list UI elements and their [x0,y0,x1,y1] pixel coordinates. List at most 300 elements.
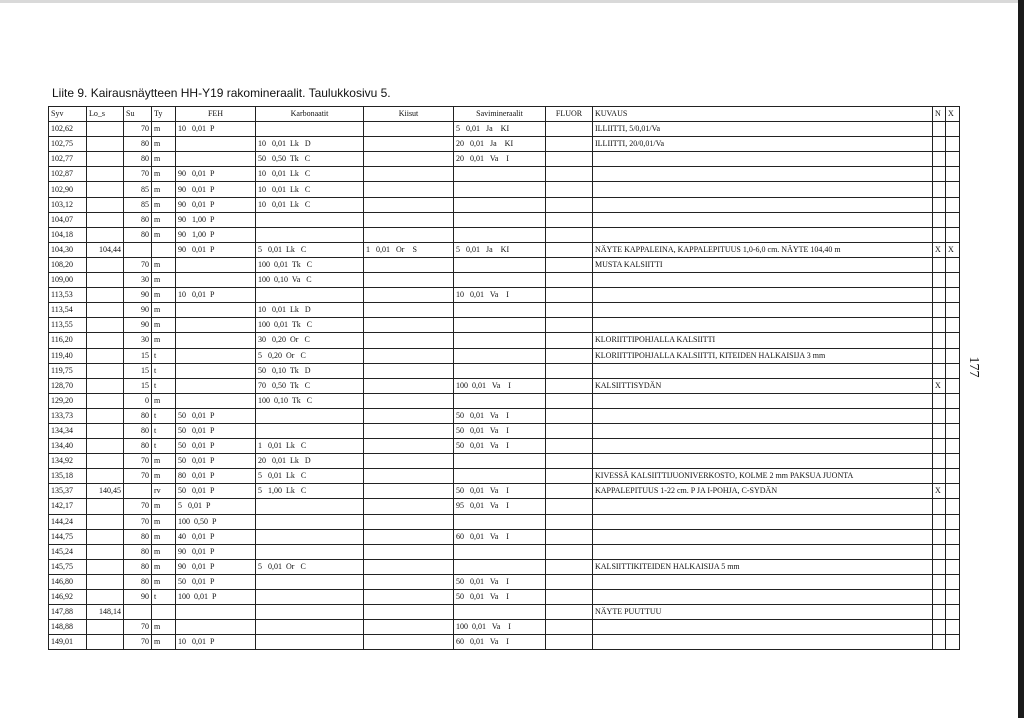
cell-lo-s [87,544,124,559]
cell-lo-s [87,257,124,272]
cell-lo-s [87,318,124,333]
cell-karbonaatit [256,212,364,227]
cell-lo-s [87,378,124,393]
cell-kuvaus [593,197,933,212]
cell-kiisut [364,303,454,318]
cell-kiisut [364,212,454,227]
cell-kiisut: 1 0,01 Or S [364,242,454,257]
cell-kuvaus [593,590,933,605]
cell-ty: m [152,227,176,242]
cell-su [124,605,152,620]
table-row [49,393,960,408]
table-row [49,212,960,227]
table-row [49,227,960,242]
cell-ty [152,242,176,257]
cell-lo-s [87,393,124,408]
table-row [49,469,960,484]
cell-karbonaatit: 50 0,50 Tk C [256,152,364,167]
cell-lo-s [87,439,124,454]
table-row [49,363,960,378]
cell-fluor [546,303,593,318]
table-row [49,122,960,137]
cell-feh: 10 0,01 P [176,288,256,303]
table-row [49,544,960,559]
cell-savimineraalit: 20 0,01 Va I [454,152,546,167]
cell-ty: m [152,454,176,469]
table-row [49,348,960,363]
cell-feh [176,363,256,378]
cell-kiisut [364,393,454,408]
cell-ty: t [152,408,176,423]
cell-kuvaus: KIVESSÄ KALSIITTIJUONIVERKOSTO, KOLME 2 mm PAKSUA JUONTA [593,469,933,484]
cell-su [124,484,152,499]
cell-n [933,182,946,197]
cell-x [946,635,960,650]
cell-fluor [546,378,593,393]
cell-savimineraalit: 100 0,01 Va I [454,378,546,393]
table-row [49,257,960,272]
table-row [49,499,960,514]
cell-kiisut [364,499,454,514]
cell-kuvaus: KLORIITTIPOHJALLA KALSIITTI [593,333,933,348]
cell-kuvaus [593,499,933,514]
cell-syv: 102,62 [49,122,87,137]
cell-kiisut [364,635,454,650]
cell-feh [176,605,256,620]
cell-ty: t [152,363,176,378]
cell-kuvaus [593,363,933,378]
table-row [49,454,960,469]
cell-fluor [546,529,593,544]
cell-su: 80 [124,544,152,559]
cell-savimineraalit [454,333,546,348]
table-row [49,408,960,423]
cell-kuvaus [593,423,933,438]
cell-su: 70 [124,454,152,469]
cell-kiisut [364,122,454,137]
cell-ty: m [152,393,176,408]
cell-kuvaus: NÄYTE KAPPALEINA, KAPPALEPITUUS 1,0-6,0 cm. NÄYTE 104,40 m [593,242,933,257]
cell-fluor [546,333,593,348]
cell-feh [176,348,256,363]
page-title: Liite 9. Kairausnäytteen HH-Y19 rakomineraalit. Taulukkosivu 5. [52,86,391,100]
cell-lo-s [87,122,124,137]
cell-savimineraalit [454,605,546,620]
cell-feh: 100 0,01 P [176,590,256,605]
cell-feh: 90 1,00 P [176,227,256,242]
cell-syv: 135,18 [49,469,87,484]
cell-karbonaatit: 10 0,01 Lk D [256,137,364,152]
cell-n [933,559,946,574]
table-row [49,197,960,212]
cell-su: 80 [124,529,152,544]
cell-karbonaatit: 10 0,01 Lk C [256,182,364,197]
cell-syv: 119,75 [49,363,87,378]
cell-fluor [546,273,593,288]
cell-kiisut [364,182,454,197]
cell-n [933,439,946,454]
cell-karbonaatit: 10 0,01 Lk C [256,197,364,212]
cell-n [933,423,946,438]
cell-n [933,620,946,635]
cell-savimineraalit [454,197,546,212]
cell-syv: 119,40 [49,348,87,363]
cell-karbonaatit: 100 0,01 Tk C [256,257,364,272]
cell-syv: 129,20 [49,393,87,408]
cell-ty: m [152,122,176,137]
cell-ty: m [152,167,176,182]
cell-lo-s [87,590,124,605]
cell-feh: 10 0,01 P [176,635,256,650]
cell-ty: m [152,333,176,348]
cell-x [946,122,960,137]
cell-syv: 104,30 [49,242,87,257]
table-row [49,288,960,303]
header-kiisut: Kiisut [364,107,454,122]
cell-feh [176,303,256,318]
cell-su: 15 [124,363,152,378]
cell-karbonaatit [256,423,364,438]
table-row [49,167,960,182]
cell-lo-s [87,529,124,544]
cell-syv: 144,24 [49,514,87,529]
cell-savimineraalit [454,469,546,484]
cell-x [946,393,960,408]
cell-feh [176,273,256,288]
cell-fluor [546,408,593,423]
cell-ty: m [152,257,176,272]
cell-su: 70 [124,257,152,272]
cell-lo-s [87,363,124,378]
cell-feh: 50 0,01 P [176,408,256,423]
cell-ty: m [152,559,176,574]
cell-su: 70 [124,122,152,137]
cell-kuvaus [593,273,933,288]
cell-kiisut [364,348,454,363]
cell-su: 80 [124,408,152,423]
cell-feh: 50 0,01 P [176,423,256,438]
cell-feh [176,137,256,152]
cell-x [946,197,960,212]
cell-savimineraalit: 60 0,01 Va I [454,635,546,650]
cell-ty [152,605,176,620]
cell-fluor [546,544,593,559]
cell-feh [176,257,256,272]
cell-fluor [546,559,593,574]
cell-syv: 104,07 [49,212,87,227]
cell-syv: 109,00 [49,273,87,288]
cell-x [946,469,960,484]
cell-savimineraalit [454,257,546,272]
cell-savimineraalit: 95 0,01 Va I [454,499,546,514]
cell-n [933,635,946,650]
cell-savimineraalit: 50 0,01 Va I [454,408,546,423]
cell-kuvaus [593,167,933,182]
cell-karbonaatit [256,499,364,514]
cell-karbonaatit [256,590,364,605]
cell-kuvaus [593,303,933,318]
cell-x [946,212,960,227]
cell-kiisut [364,273,454,288]
cell-fluor [546,635,593,650]
cell-fluor [546,499,593,514]
cell-ty: m [152,212,176,227]
cell-lo-s [87,635,124,650]
cell-ty: m [152,499,176,514]
table-row [49,439,960,454]
cell-lo-s [87,408,124,423]
cell-ty: m [152,137,176,152]
cell-lo-s [87,469,124,484]
cell-karbonaatit [256,574,364,589]
cell-x [946,559,960,574]
cell-syv: 145,75 [49,559,87,574]
cell-n [933,454,946,469]
cell-fluor [546,574,593,589]
cell-karbonaatit: 10 0,01 Lk D [256,303,364,318]
scan-artifact-top [0,0,1024,3]
cell-karbonaatit [256,227,364,242]
cell-karbonaatit: 100 0,10 Va C [256,273,364,288]
cell-n [933,122,946,137]
cell-fluor [546,620,593,635]
cell-x [946,439,960,454]
cell-savimineraalit [454,393,546,408]
cell-n [933,167,946,182]
header-karbonaatit: Karbonaatit [256,107,364,122]
cell-kiisut [364,378,454,393]
cell-syv: 113,54 [49,303,87,318]
cell-feh [176,393,256,408]
header-feh: FEH [176,107,256,122]
cell-savimineraalit [454,363,546,378]
cell-x [946,454,960,469]
cell-su: 30 [124,333,152,348]
cell-n [933,529,946,544]
cell-n [933,574,946,589]
page-number: 177 [966,356,981,378]
cell-lo-s [87,152,124,167]
cell-kiisut [364,590,454,605]
cell-n [933,333,946,348]
cell-lo-s [87,333,124,348]
cell-kuvaus [593,574,933,589]
table-row [49,620,960,635]
header-savimineraalit: Savimineraalit [454,107,546,122]
cell-karbonaatit: 5 0,20 Or C [256,348,364,363]
cell-ty: m [152,620,176,635]
cell-n [933,318,946,333]
cell-savimineraalit: 100 0,01 Va I [454,620,546,635]
cell-feh: 90 0,01 P [176,182,256,197]
cell-savimineraalit: 50 0,01 Va I [454,484,546,499]
cell-savimineraalit [454,544,546,559]
cell-su: 90 [124,303,152,318]
cell-lo-s [87,620,124,635]
cell-fluor [546,605,593,620]
cell-kiisut [364,227,454,242]
cell-x [946,605,960,620]
cell-x [946,499,960,514]
cell-lo-s [87,348,124,363]
cell-syv: 146,80 [49,574,87,589]
cell-kuvaus [593,635,933,650]
cell-savimineraalit: 50 0,01 Va I [454,439,546,454]
cell-feh: 90 1,00 P [176,212,256,227]
cell-kiisut [364,137,454,152]
cell-savimineraalit [454,273,546,288]
cell-su: 90 [124,318,152,333]
cell-x [946,137,960,152]
cell-feh: 5 0,01 P [176,499,256,514]
cell-syv: 104,18 [49,227,87,242]
cell-ty: t [152,423,176,438]
cell-lo-s [87,423,124,438]
cell-su: 70 [124,620,152,635]
cell-karbonaatit [256,635,364,650]
scan-artifact-right-edge [1018,0,1024,718]
cell-lo-s [87,167,124,182]
cell-n [933,393,946,408]
cell-n [933,590,946,605]
cell-lo-s: 140,45 [87,484,124,499]
cell-fluor [546,288,593,303]
cell-kuvaus [593,439,933,454]
header-x: X [946,107,960,122]
cell-syv: 102,87 [49,167,87,182]
cell-n [933,288,946,303]
cell-ty: m [152,273,176,288]
cell-feh: 50 0,01 P [176,454,256,469]
cell-feh: 90 0,01 P [176,167,256,182]
cell-feh: 90 0,01 P [176,197,256,212]
cell-kuvaus [593,182,933,197]
cell-ty: m [152,318,176,333]
cell-savimineraalit: 10 0,01 Va I [454,288,546,303]
cell-su: 80 [124,137,152,152]
cell-syv: 102,75 [49,137,87,152]
cell-savimineraalit [454,514,546,529]
header-fluor: FLUOR [546,107,593,122]
cell-syv: 108,20 [49,257,87,272]
cell-syv: 134,92 [49,454,87,469]
cell-x [946,363,960,378]
cell-syv: 128,70 [49,378,87,393]
cell-n [933,605,946,620]
cell-n [933,227,946,242]
cell-x [946,620,960,635]
cell-su: 15 [124,348,152,363]
cell-x [946,590,960,605]
cell-fluor [546,363,593,378]
cell-lo-s [87,227,124,242]
cell-savimineraalit: 50 0,01 Va I [454,423,546,438]
cell-ty: t [152,439,176,454]
cell-feh [176,152,256,167]
cell-kuvaus: KAPPALEPITUUS 1-22 cm. P JA I-POHJA, C-SYDÄN [593,484,933,499]
cell-savimineraalit [454,167,546,182]
cell-x [946,408,960,423]
cell-kiisut [364,363,454,378]
cell-su: 80 [124,439,152,454]
cell-su: 90 [124,590,152,605]
cell-syv: 134,34 [49,423,87,438]
cell-kiisut [364,529,454,544]
cell-feh: 80 0,01 P [176,469,256,484]
cell-kiisut [364,605,454,620]
header-lo-s: Lo_s [87,107,124,122]
cell-su: 70 [124,469,152,484]
cell-x [946,152,960,167]
cell-kuvaus [593,544,933,559]
cell-ty: m [152,529,176,544]
cell-kuvaus [593,227,933,242]
cell-syv: 133,73 [49,408,87,423]
cell-kiisut [364,257,454,272]
cell-su: 70 [124,635,152,650]
cell-karbonaatit [256,605,364,620]
table-row [49,182,960,197]
cell-su [124,242,152,257]
cell-fluor [546,454,593,469]
cell-n [933,212,946,227]
cell-feh: 50 0,01 P [176,439,256,454]
cell-kuvaus [593,408,933,423]
table-row [49,137,960,152]
cell-n: X [933,242,946,257]
cell-ty: m [152,303,176,318]
cell-n [933,408,946,423]
cell-savimineraalit [454,454,546,469]
cell-savimineraalit [454,318,546,333]
cell-fluor [546,212,593,227]
cell-feh [176,620,256,635]
cell-n [933,469,946,484]
cell-ty: rv [152,484,176,499]
table-row [49,152,960,167]
table-row [49,559,960,574]
cell-syv: 134,40 [49,439,87,454]
table-header-row [49,107,960,122]
cell-karbonaatit: 10 0,01 Lk C [256,167,364,182]
cell-fluor [546,469,593,484]
cell-kiisut [364,333,454,348]
cell-x [946,423,960,438]
cell-feh [176,318,256,333]
cell-karbonaatit [256,408,364,423]
cell-su: 85 [124,197,152,212]
cell-fluor [546,590,593,605]
cell-savimineraalit: 50 0,01 Va I [454,574,546,589]
cell-lo-s [87,273,124,288]
cell-fluor [546,393,593,408]
cell-x [946,227,960,242]
cell-feh: 40 0,01 P [176,529,256,544]
cell-syv: 144,75 [49,529,87,544]
cell-karbonaatit [256,514,364,529]
cell-su: 85 [124,182,152,197]
cell-fluor [546,242,593,257]
cell-syv: 146,92 [49,590,87,605]
cell-x: X [946,242,960,257]
cell-kiisut [364,559,454,574]
cell-kiisut [364,574,454,589]
cell-x [946,378,960,393]
cell-feh: 10 0,01 P [176,122,256,137]
cell-fluor [546,257,593,272]
cell-lo-s [87,303,124,318]
table-row [49,242,960,257]
